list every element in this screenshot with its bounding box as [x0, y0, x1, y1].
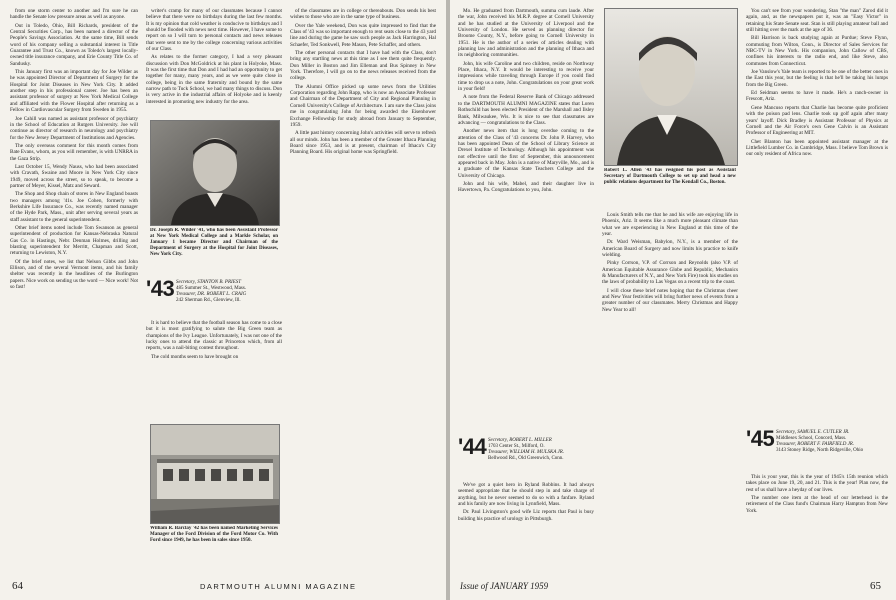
paragraph: Another news item that is long overdue coming to the attention of the Class of '43 concerns Dr. John P. Harvey, who has been appointed Dean of the School of Library Science at Drexel Institute of Technology. Although his appointment was not effective until the first of September, this announcement appeared back in May. John is a native of Maryville, Mo., and is a graduate of the Kansas State Teachers College and the University of Chicago. — [458, 128, 594, 179]
paragraph: Last October 15, Wendy Nauss, who had been associated with Cravath, Swaine and Moore in New York City since 1949, moved across the street, so to speak, to become a partner of Meyer, Kissel, Matz and Seward. — [10, 163, 138, 189]
treasurer-name: Treasurer, DR. ROBERT L. CRAIG — [176, 292, 247, 297]
magazine-title: DARTMOUTH ALUMNI MAGAZINE — [200, 582, 357, 591]
paragraph: Gene Mancuso reports that Charlie has become quite proficient with the poison pad lens. Charlie took up golf again after many years' layoff. Dick Bradley is Assistant Professor of Physics at Cornell and the Air Force's own Gene Calvin is an Assistant Professor of Engineering at MIT. — [746, 104, 888, 137]
treasurer-address: Bellwood Rd., Old Greenwich, Conn. — [488, 456, 564, 461]
class-secretary-block — [488, 438, 594, 462]
secretary-name: Secretary, ROBERT L. MILLER — [488, 438, 552, 443]
photo-caption: William R. Barclay '42 has been named Marketing Services Manager of the Ford Division of the Ford Motor Co. With Ford since 1949, he has been in sales since 1950. — [150, 526, 278, 544]
paragraph: The Shop and Shop chain of stores in New England boasts two managers among '41s. Joe Cohen, formerly with Berkshire Life Insurance Co., was recently named manager of the Hyde Park, Mass., unit after serving several years as staff assistant to the general superintendent. — [10, 191, 138, 223]
paragraph: A little past history concerning John's activities will serve to refresh all our minds. John has been a member of the Greater Ithaca Planning Board since 1953, and is at present, chairman of Ithaca's City Planning Board. His original home was Springfield. — [290, 130, 436, 156]
right-column-3-bottom — [746, 474, 888, 570]
paragraph: writer's cramp for many of our classmates because I cannot believe that there were no birthdays during the last few months. It is my opinion that cold weather is conducive to birthdays and I should be flooded with news next time. However, I have some to report on so I will turn to personal contacts and news releases that were sent to me by the college concerning various activities of our Class. — [146, 8, 282, 53]
portrait-photo-icon — [605, 9, 737, 165]
paragraph: I will close these brief notes hoping that the Christmas cheer and New Year festivities will bring further news of events from a greater number of our classmates. Merry Christmas and Happy New Year to all! — [602, 287, 738, 313]
paragraph: John, his wife Caroline and two children, reside on Northway Place, Ithaca, N.Y. It would be interesting to receive your impressions while traveling through Europe if you could find time to drop us a note, John. Congratulations on your great work in your field! — [458, 60, 594, 93]
paragraph: Joe Vanslow's Yale team is reported to be one of the better ones in the East this year, but the feeling is that he'll be taking his lumps from the Big Green. — [746, 69, 888, 88]
paragraph: A note from the Federal Reserve Bank of Chicago addressed to the DARTMOUTH ALUMNI MAGAZINE states that Loren Rothschild has been elected President of the Marshall and Ilsley Bank, Milwaukee, Wis. It is nice to see that classmates are advancing — congratulations to the Class. — [458, 94, 594, 126]
treasurer-name: Treasurer, WILLIAM H. MULSKA JR. — [488, 450, 565, 455]
class-secretary-block — [776, 430, 886, 454]
treasurer-address: 3143 Stoney Ridge, North Ridgeville, Ohio — [776, 448, 864, 453]
class-45-heading — [746, 428, 888, 472]
paragraph: Bill Harrison is back studying again at Purdue; Steve Flynn, commuting from Wilton, Conn., is Director of Sales Services for NBC-TV in New York. His companion, John Callow of CBS, confines his interests to the radio end, and like Steve, also commutes from Connecticut. — [746, 35, 888, 67]
left-column-2-bottom — [146, 320, 282, 410]
portrait-photo — [150, 120, 280, 226]
portrait-photo-icon — [151, 121, 279, 225]
secretary-name: Secretary, SAMUEL E. CUTLER JR. — [776, 430, 850, 435]
paragraph: It is hard to believe that the football season has come to a close but it is most gratifying to salute the Big Green team as champions of the Ivy League. Unfortunately, I was not one of the lucky ones to attend the classic at Princeton which, from all reports, was a nail-biting contest throughout. — [146, 320, 282, 352]
right-column-3 — [746, 8, 888, 428]
class-secretary-block — [176, 280, 282, 304]
right-column-2 — [602, 212, 738, 572]
paragraph: John and his wife, Mabel, and their daughter live in Havertown, Pa. Congratulations to you, John. — [458, 180, 594, 194]
paragraph: Pinky Corrson, V.P. of Corrson and Reynolds (also V.P. of American Equitable Assurance Globe and Republic, Mechanics & Manufacturers of N.Y., and New York Fire) took his studies on the laws of probability to Las Vegas on a recent trip to the coast. — [602, 260, 738, 286]
paragraph: from one storm center to another and I'm sure he can handle the Senate low pressure areas as well as anyone. — [10, 8, 138, 21]
treasurer-name: Treasurer, ROBERT F. FAIRFIELD JR. — [776, 442, 855, 447]
secretary-address: 1703 Center St., Milford, O. — [488, 444, 545, 449]
photo-caption: Robert L. Allen '43 has resigned his post as Assistant Secretary of Dartmouth College to set up and head a new public relations department for The Kendall Co., Boston. — [604, 168, 736, 186]
class-year: '43 — [146, 278, 175, 301]
treasurer-address: 242 Sherman Rd., Glenview, Ill. — [176, 298, 241, 303]
paragraph: This January first was an important day for Joe Wilder as he was appointed Director of Department of Surgery for the Hospital for Joint Diseases in New York City. It added another step in his professional career. Joe has been an assistant professor of surgery at New York Medical College and affiliated with the Flower Hospital after returning as a Fellow in Cardiovascular Surgery from Sweden in 1955. — [10, 69, 138, 114]
class-43-heading — [146, 278, 282, 318]
paragraph: Ed Seidman seems to have it made. He's a ranch-owner in Frescott, Ariz. — [746, 90, 888, 103]
class-year: '44 — [458, 436, 487, 459]
paragraph: We've got a quiet hero in Ryland Robbins. It had always seemed appropriate that he should step in and take charge of anything, but he never seemed to do so with a fanfare. Ryland and his family are now living in Lynnfield, Mass. — [458, 482, 594, 508]
paragraph: Dr. Paul Livingston's good wife Liz reports that Paul is busy building his practice of urology in Pittsburgh. — [458, 509, 594, 522]
right-page — [450, 0, 896, 600]
paragraph: Dr. Ward Weisman, Babylon, N.Y., is a member of the American Board of Surgery and now limits his practice to knife wielding. — [602, 239, 738, 259]
right-column-1 — [458, 8, 594, 438]
portrait-photo — [604, 8, 738, 166]
left-column-1 — [10, 8, 138, 578]
paragraph: As relates to the former category, I had a very pleasant discussion with Don McGoldrick at his plant in Holyoke, Mass. It was the first time that Don and I had had an opportunity to get together for many, many years, and as we were quite close in college, being in the same fraternity and bound by the same narrow path to Tuck School, we had many things to discuss. Don is very active in the industrial affairs of Holyoke and is keenly interested in promoting new industry for the area. — [146, 54, 282, 105]
class-44-heading — [458, 436, 594, 480]
building-photo-icon — [151, 425, 279, 523]
page-number-right: 65 — [870, 580, 881, 592]
left-page — [0, 0, 446, 600]
paragraph: The Alumni Office picked up some news from the Utilities Corporation regarding John Rapp, who is now an Associate Professor and Chairman of the Department of City and Regional Planning in Cornell University's College of Architecture. I am sure the Class joins me in congratulating John for being awarded the Eisenhower Exchange Fellowship for study abroad from January to September, 1959. — [290, 83, 436, 128]
paragraph: Mo. He graduated from Dartmouth, summa cum laude. After the war, John received his M.R.P. degree at Cornell University and he has studied at the University of Liverpool and the University of London. He served as planning director for Broome County, N.Y., before going to Cornell University in 1951. He is the author of a series of articles dealing with planning law and administration and the planning of Ithaca and its neighboring communities. — [458, 8, 594, 59]
paragraph: This is your year, this is the year of 1945's 15th reunion which takes place on June 19, 20, and 21. This is the year! Plan now, the rest of us shall have a heyday of our lives. — [746, 474, 888, 493]
paragraph: You can't see from your wondering, Stan "the man" Zarod did it again, and, as the newspapers put it, was an "Easy Victor" in retaining his State Senate seat. Stan is still playing amateur ball and still hitting over the mark at the age of 36. — [746, 8, 888, 34]
paragraph: The only overseas comment for this month comes from Bate Evans, whom, as you will remember, is with UNRRA in the Gaza Strip. — [10, 142, 138, 162]
class-year: '45 — [746, 428, 775, 451]
paragraph: Chet Blanton has been appointed assistant manager at the Littlefield Lumber Co. in Cambridge, Mass. I believe Tom Brown is our only resident of Africa now. — [746, 138, 888, 158]
paragraph: Joe Cahill was named as assistant professor of psychiatry in the School of Education at Rutgers University. Joe will continue as director of research in neurology and psychiatry for the New Jersey Department of Institutions and Agencies. — [10, 115, 138, 141]
paragraph: The number one item at the head of our letterhead is the retirement of the Class fund's Chairman Harry Hampton from New York. — [746, 495, 888, 514]
secretary-address: 485 Summer St., Westwood, Mass. — [176, 286, 247, 291]
paragraph: of the classmates are in college or thereabouts. Don sends his best wishes to those who are in the same type of business. — [290, 8, 436, 21]
left-column-3 — [290, 8, 436, 578]
building-photo — [150, 424, 280, 524]
secretary-address: Middlesex School, Concord, Mass. — [776, 436, 847, 441]
paragraph: The other personal contacts that I have had with the Class, don't bring any startling news at this time as I see them quite frequently. Don Miller in Boston and Jim Elleman and Bus Spinney in New York. Therefore, I will go on to the news releases received from the college. — [290, 50, 436, 82]
left-column-2-top — [146, 8, 282, 116]
right-column-1-bottom — [458, 482, 594, 570]
paragraph: Other brief items noted include Tom Swanson as general superintendent of production for Kansas-Nebraska Natural Gas Co. in Hastings, Nebr. Denman Holmes, drilling and blasting superintendent for Merritt, Chapman and Scott, returning to Lewiston, N.Y. — [10, 225, 138, 257]
paragraph: Of the brief notes, we list that Nelson Gibbs and John Ellison, and of the several Vermont items, and his family shelter was recently in the headlines of the Burlington papers. Nice work on sending us the word — Nice work! Not so fast! — [10, 258, 138, 291]
paragraph: Out in Toledo, Ohio, Bill Richards, president of the Central Securities Corp., has been named a director of the People's Savings Association. At the same time, Bill sends word of his company selling a substantial interest in Title Guarantee and Trust Co., known as Toledo's largest locally-owned title insurance company, and Erie County Title Co. of Sandusky. — [10, 22, 138, 67]
paragraph: The cold months seem to have brought on — [151, 353, 239, 360]
photo-caption: Dr. Joseph R. Wilder '41, who has been Assistant Professor at New York Medical College and a Markle Scholar, on January 1 became Director and Chairman of the Department of Surgery at the Hospital for Joint Diseases, New York City. — [150, 228, 278, 258]
paragraph: Over the Yale weekend, Don was quite impressed to find that the Class of '43 was so important enough to rent seats close to the 43 yard line and during the game he saw such people as Jack Harrington, Hal Schaefer, Ted Sonkwell, Pete Mason, Pete Schaffer, and others. — [290, 22, 436, 48]
issue-date: Issue of JANUARY 1959 — [460, 581, 549, 591]
paragraph: Louis Smith tells me that he and his wife are enjoying life in Phoenix, Ariz. It seems like a much more pleasant climate than what we are experiencing in New England at this time of the year. — [602, 212, 738, 238]
page-number-left: 64 — [12, 580, 23, 592]
secretary-name: Secretary, STANTON B. PRIEST — [176, 280, 242, 285]
